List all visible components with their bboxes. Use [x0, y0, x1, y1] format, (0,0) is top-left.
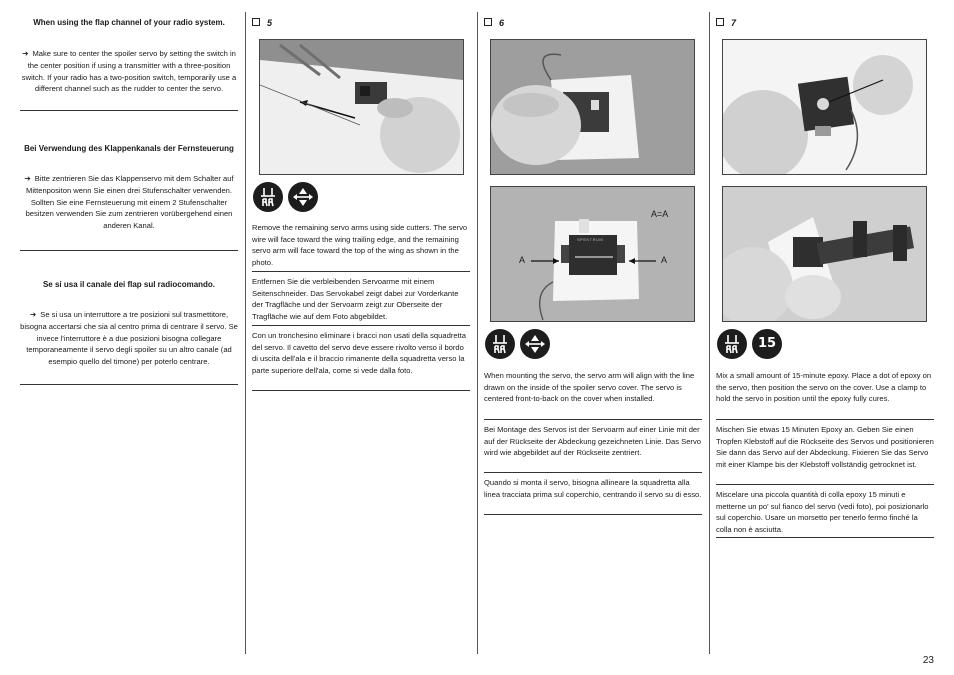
- servo-brand-label: SPEKTRUM: [577, 237, 604, 242]
- page-number: 23: [922, 655, 934, 666]
- step-6-photo-top: [490, 39, 695, 175]
- divider: [484, 514, 702, 515]
- divider: [252, 271, 470, 272]
- checkbox-icon: [484, 18, 492, 26]
- step-7-photo-top: [722, 39, 927, 175]
- step-6-de-text: Bei Montage des Servos ist der Servoarm auf einer Linie mit der auf der Rückseite der Abdeckung gezeichneten Linie. Das Servo wird wie abgebildet auf der Rückseite zentriert.: [484, 425, 701, 458]
- en-section-body: ➔ Make sure to center the spoiler servo by setting the switch in the center position if using a transmitter with a three-position switch. If your radio has a two-position switch, temporarily use a different channel such as the rudder to center the servo.: [21, 49, 237, 94]
- checkbox-icon: [252, 18, 260, 26]
- de-section-body: ➔ Bitte zentrieren Sie das Klappenservo mit dem Schalter auf Mittenpositon wenn Sie einen drei Stufenschalter verwenden. Sollten Sie eine Fernsteuerung mit einem 2 Stufenschalter besitzen verwenden Sie zum zentrieren vorübergehend einen anderen Kanal.: [24, 174, 234, 231]
- step-5-photo: [259, 39, 464, 175]
- step-7-it-text: Miscelare una piccola quantità di colla epoxy 15 minuti e metterne un po' sul fianco del servo (vedi foto), poi posizionarlo sul coperchio. Usare un morsetto per tenerlo fermo finché la colla non è asciutta.: [716, 490, 929, 534]
- step-5-it-text: Con un tronchesino eliminare i bracci non usati della squadretta del servo. Il cavetto del servo deve essere rivolto verso il bordo di uscita dell'ala e il braccio rimanente della squadretta verso la parte superiore dell'ala, come si vede dalla foto.: [252, 331, 467, 375]
- step-7-de-text: Mischen Sie etwas 15 Minuten Epoxy an. Geben Sie einen Tropfen Klebstoff auf die Rückseite des Servos und positionieren Sie dann das Servo auf der Abdeckung. Fixieren Sie das Servo mit einer Klampe bis der Klebstoff vollständig getrocknet ist.: [716, 425, 934, 469]
- side-cutter-tool-icon: [485, 329, 515, 359]
- checkbox-icon: [716, 18, 724, 26]
- step-6-it-text: Quando si monta il servo, bisogna allineare la squadretta alla linea tracciata prima sul coperchio, centrando il servo su di esso.: [484, 478, 702, 499]
- divider: [484, 419, 702, 420]
- column-divider: [245, 12, 246, 654]
- divider: [716, 419, 934, 420]
- photo-label-left: A: [519, 255, 526, 265]
- step-5-de-text: Entfernen Sie die verbleibenden Servoarme mit einem Seitenschneider. Das Servokabel zeigt dabei zur Vorderkante der Tragfläche und der Servoarm zeigt zur Oberseite der Tragfläche wie auf dem Foto abgebildet.: [252, 277, 459, 321]
- divider: [20, 384, 238, 385]
- photo-label-equal: A=A: [651, 209, 669, 219]
- divider: [20, 110, 238, 111]
- servo-arm-icon: [288, 182, 318, 212]
- divider: [484, 472, 702, 473]
- column-divider: [477, 12, 478, 654]
- photo-label-right: A: [661, 255, 668, 265]
- servo-arm-icon: [520, 329, 550, 359]
- column-divider: [709, 12, 710, 654]
- step-6-en-text: When mounting the servo, the servo arm will align with the line drawn on the inside of the spoiler servo cover. The servo is centered front-to-back on the cover when installed.: [484, 371, 695, 404]
- cure-time-icon: 15: [752, 329, 782, 359]
- divider: [252, 325, 470, 326]
- step-7-heading: 7: [716, 18, 736, 28]
- step-5-heading: 5: [252, 18, 272, 28]
- de-section-title: Bei Verwendung des Klappenkanals der Fernsteuerung: [24, 144, 234, 153]
- epoxy-glue-icon: [717, 329, 747, 359]
- side-cutter-tool-icon: [253, 182, 283, 212]
- step-5-en-text: Remove the remaining servo arms using side cutters. The servo wire will face toward the wing trailing edge, and the remaining servo arm will face toward the top of the wing as shown in the photo.: [252, 223, 468, 267]
- divider: [716, 484, 934, 485]
- step-7-photo-bottom: [722, 186, 927, 322]
- arrow-right-icon: ➔: [22, 49, 29, 58]
- flap-channel-column: [20, 0, 238, 654]
- step-7-en-text: Mix a small amount of 15-minute epoxy. Place a dot of epoxy on the servo, then position the servo on the cover. Use a clamp to hold the servo in position until the epoxy fully cures.: [716, 371, 932, 404]
- divider: [252, 390, 470, 391]
- step-6-heading: 6: [484, 18, 504, 28]
- arrow-right-icon: ➔: [24, 174, 31, 183]
- arrow-right-icon: ➔: [29, 310, 37, 319]
- it-section-body: ➔ Se si usa un interruttore a tre posizioni sul trasmettitore, bisogna accertarsi che sia al centro prima di centrare il servo. Se invece l'interruttore è a due posizioni bisogna collegare temporaneamente il servo degli spoiler su un altro canale (ad esempio quello del timone) per poterlo centrare.: [20, 310, 238, 367]
- en-section-title: When using the flap channel of your radio system.: [33, 18, 225, 27]
- step-6-photo-bottom: [490, 186, 695, 322]
- divider: [20, 250, 238, 251]
- divider: [716, 537, 934, 538]
- it-section-title: Se si usa il canale dei flap sul radiocomando.: [42, 280, 216, 289]
